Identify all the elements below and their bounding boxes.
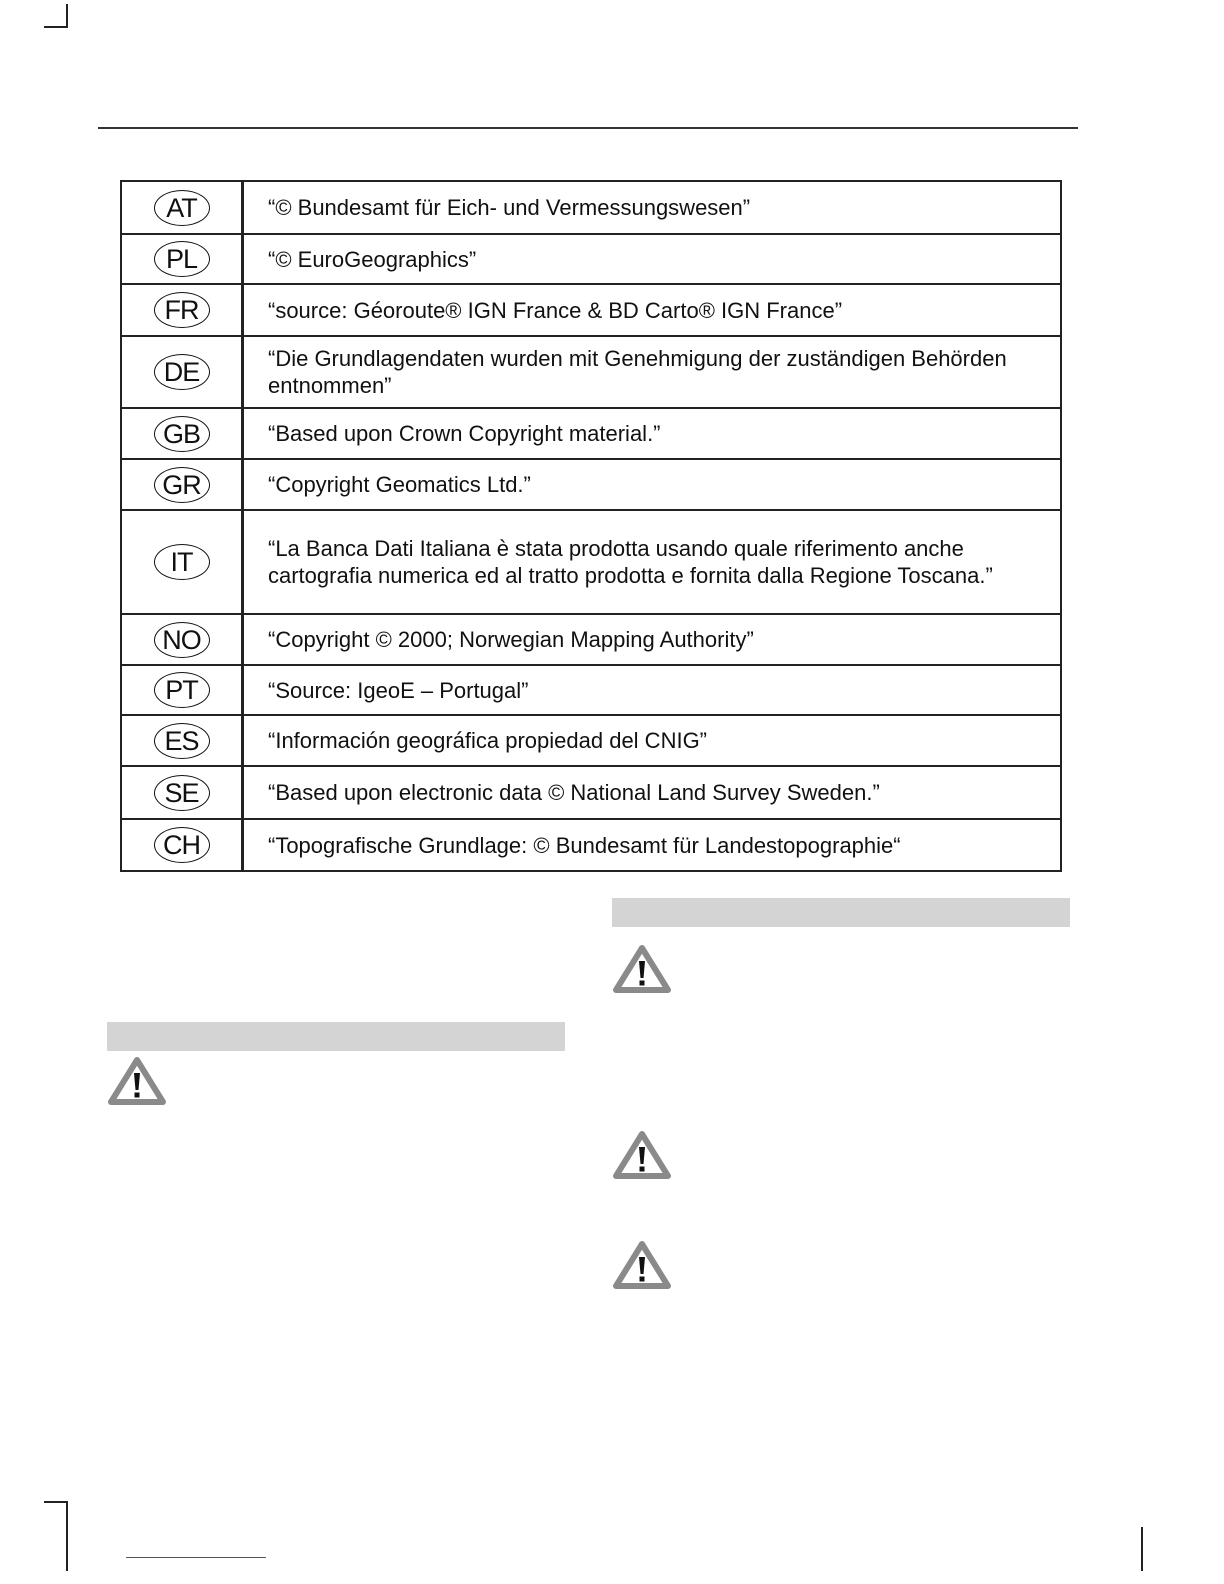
map-data-attribution-table [120, 180, 1062, 872]
crop-mark-bottom-left-horizontal [44, 1501, 68, 1503]
attribution-text: “Source: IgeoE – Portugal” [243, 665, 1062, 715]
attribution-text: “Based upon Crown Copyright material.” [243, 408, 1062, 459]
footer-link-underline [126, 1557, 266, 1558]
table-row [121, 819, 1061, 871]
country-code-badge: AT [154, 190, 210, 226]
attribution-text: “Copyright © 2000; Norwegian Mapping Authority” [243, 614, 1062, 665]
attribution-text: “Información geográfica propiedad del CNIG” [243, 715, 1062, 766]
warning-triangle-icon [612, 1240, 672, 1290]
country-code-badge: PL [154, 241, 210, 277]
table-row [121, 408, 1061, 459]
crop-mark-bottom-left-vertical [66, 1501, 68, 1571]
crop-mark-top-left-horizontal [44, 26, 68, 28]
attribution-text: “La Banca Dati Italiana è stata prodotta usando quale riferimento anche cartografia numerica ed al tratto prodotta e fornita dalla Regione Toscana.” [243, 510, 1062, 614]
table-row [121, 459, 1061, 510]
warning-triangle-icon [612, 944, 672, 994]
warning-triangle-icon [612, 1130, 672, 1180]
table-row [121, 234, 1061, 284]
attribution-text: “Copyright Geomatics Ltd.” [243, 459, 1062, 510]
attribution-text: “© EuroGeographics” [243, 234, 1062, 284]
table-row [121, 510, 1061, 614]
table-row [121, 665, 1061, 715]
header-rule [98, 127, 1078, 129]
section-heading-bar-left [107, 1022, 565, 1051]
attribution-text: “source: Géoroute® IGN France & BD Carto® IGN France” [243, 284, 1062, 336]
country-code-badge: PT [154, 672, 210, 708]
table-row [121, 614, 1061, 665]
attribution-text: “Die Grundlagendaten wurden mit Genehmigung der zuständigen Behörden entnommen” [243, 336, 1062, 408]
attribution-text: “Based upon electronic data © National Land Survey Sweden.” [243, 766, 1062, 819]
table-row [121, 284, 1061, 336]
attribution-text: “© Bundesamt für Eich- und Vermessungswesen” [243, 181, 1062, 234]
country-code-badge: SE [154, 775, 210, 811]
country-code-badge: NO [154, 622, 210, 658]
table-row [121, 715, 1061, 766]
table-row [121, 181, 1061, 234]
country-code-badge: DE [154, 354, 210, 390]
warning-triangle-icon [107, 1056, 167, 1106]
country-code-badge: ES [154, 723, 210, 759]
table-row [121, 766, 1061, 819]
table-row [121, 336, 1061, 408]
country-code-badge: GB [154, 416, 210, 452]
country-code-badge: CH [154, 827, 210, 863]
country-code-badge: GR [154, 467, 210, 503]
crop-mark-bottom-right-vertical [1141, 1527, 1143, 1571]
country-code-badge: IT [154, 544, 210, 580]
crop-mark-top-left-vertical [66, 4, 68, 28]
section-heading-bar-right [612, 898, 1070, 927]
attribution-text: “Topografische Grundlage: © Bundesamt für Landestopographie“ [243, 819, 1062, 871]
country-code-badge: FR [154, 292, 210, 328]
